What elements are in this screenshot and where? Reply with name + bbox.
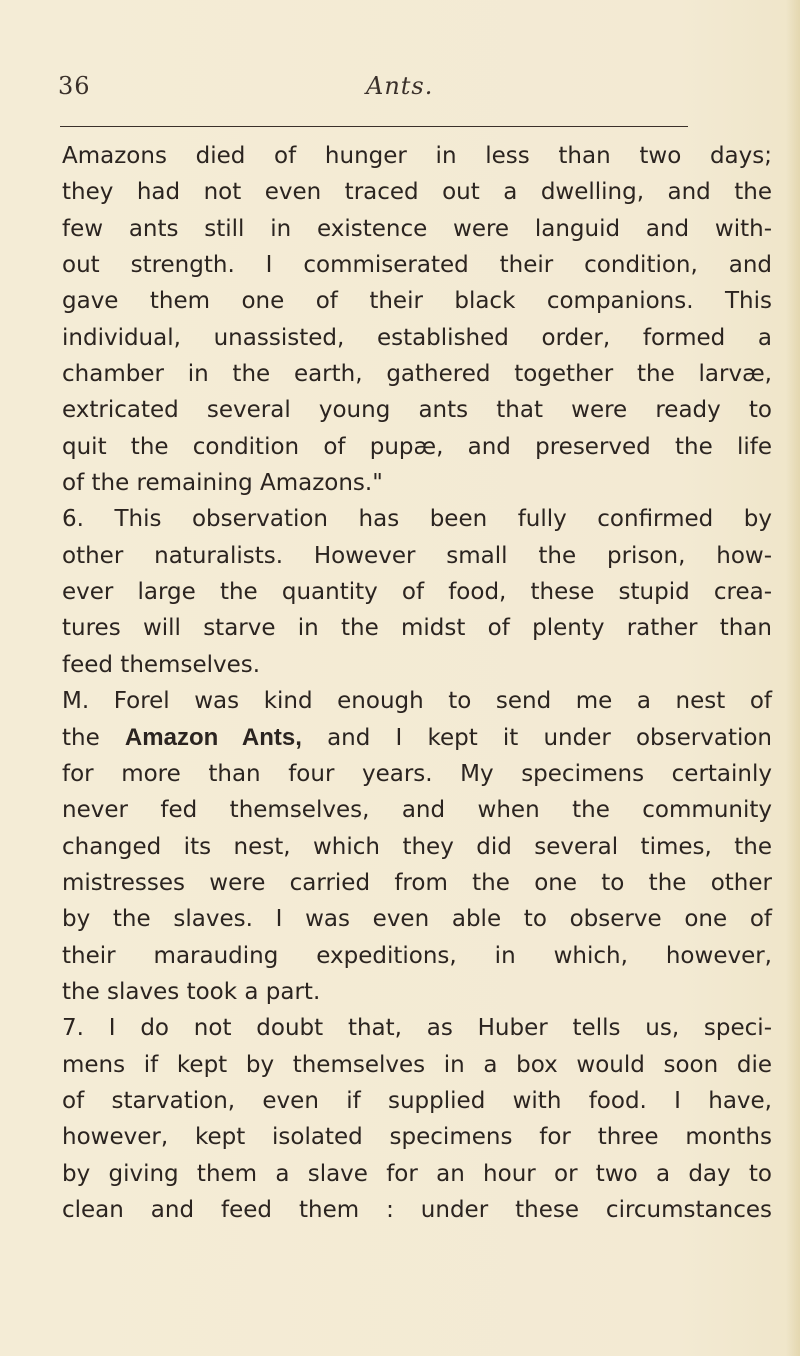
text-line: individual, unassisted, established order, formed a <box>62 324 772 351</box>
text-line: of the remaining Amazons." <box>62 470 383 497</box>
text-line: their marauding expeditions, in which, however, <box>62 942 772 969</box>
body-text <box>62 138 772 1228</box>
text-line: of starvation, even if supplied with food. I have, <box>62 1087 772 1114</box>
text-line: ever large the quantity of food, these stupid crea- <box>62 579 772 606</box>
text-line: by giving them a slave for an hour or two a day to <box>62 1160 772 1187</box>
text-line: by the slaves. I was even able to observe one of <box>62 906 772 933</box>
text-line: M. Forel was kind enough to send me a nest of <box>62 688 772 715</box>
page-number: 36 <box>58 72 91 100</box>
text-line: they had not even traced out a dwelling, and the <box>62 179 772 206</box>
text-line: out strength. I commiserated their condition, and <box>62 252 772 279</box>
text-line: tures will starve in the midst of plenty rather than <box>62 615 772 642</box>
bold-species-name: Amazon Ants, <box>124 723 302 751</box>
text-line: clean and feed them : under these circumstances <box>62 1196 772 1223</box>
text-line: 7. I do not doubt that, as Huber tells us, speci- <box>62 1015 772 1042</box>
text-line: quit the condition of pupæ, and preserved the life <box>62 433 772 460</box>
text-line: chamber in the earth, gathered together the larvæ, <box>62 361 772 388</box>
text-segment: the <box>62 724 125 751</box>
text-line: never fed themselves, and when the community <box>62 797 772 824</box>
text-line: gave them one of their black companions. This <box>62 288 772 315</box>
text-segment: and I kept it under observation <box>301 724 773 751</box>
text-line: extricated several young ants that were ready to <box>62 397 772 424</box>
text-line: 6. This observation has been fully confirmed by <box>62 506 772 533</box>
text-line: few ants still in existence were languid and with- <box>62 215 772 242</box>
text-line: mistresses were carried from the one to the other <box>62 869 772 896</box>
text-line-with-bold <box>62 720 772 756</box>
header-rule <box>60 126 688 127</box>
text-line: Amazons died of hunger in less than two days; <box>62 143 772 169</box>
text-line: for more than four years. My specimens certainly <box>62 760 772 787</box>
text-line: mens if kept by themselves in a box would soon die <box>62 1051 772 1078</box>
text-line: changed its nest, which they did several times, the <box>62 833 772 860</box>
page-edge-shadow <box>786 0 800 1356</box>
text-line: the slaves took a part. <box>62 978 321 1005</box>
text-line: feed themselves. <box>62 651 261 678</box>
text-line: other naturalists. However small the prison, how- <box>62 542 772 569</box>
running-head: Ants. <box>366 72 434 100</box>
page-header <box>58 72 762 112</box>
text-line: however, kept isolated specimens for three months <box>62 1124 772 1151</box>
